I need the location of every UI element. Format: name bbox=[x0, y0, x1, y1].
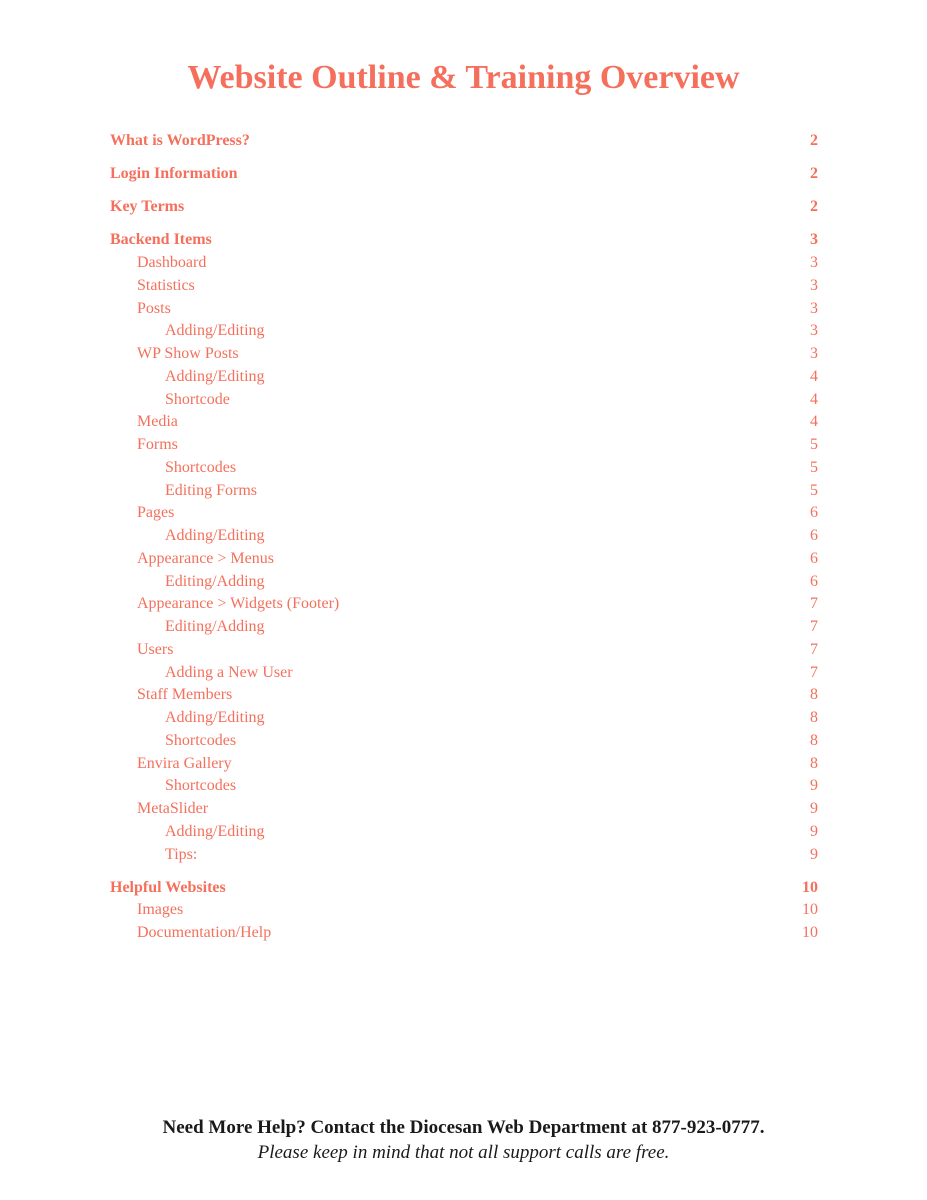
toc-entry-label: Adding/Editing bbox=[165, 322, 265, 340]
toc-entry bbox=[110, 844, 818, 867]
toc-entry-label: Forms bbox=[137, 436, 178, 453]
toc-entry-label: Appearance > Menus bbox=[137, 549, 274, 567]
toc-entry bbox=[110, 389, 818, 412]
toc-entry-label: Adding/Editing bbox=[165, 527, 265, 544]
toc-entry-label: Shortcodes bbox=[165, 777, 237, 795]
toc-entry-label: Login Information bbox=[110, 165, 238, 183]
toc-entry-page-number: 3 bbox=[810, 345, 818, 362]
toc-entry bbox=[110, 707, 818, 730]
toc-entry bbox=[110, 343, 818, 366]
toc-entry-page-number: 7 bbox=[810, 640, 818, 658]
toc-entry-page-number: 4 bbox=[810, 367, 818, 385]
toc-entry bbox=[110, 639, 818, 662]
toc-entry-label: Images bbox=[137, 901, 184, 919]
toc-entry bbox=[110, 457, 818, 480]
toc-entry bbox=[110, 753, 818, 776]
toc-entry-label: Users bbox=[137, 640, 174, 658]
toc-entry-label: Adding/Editing bbox=[165, 822, 265, 840]
toc-entry bbox=[110, 616, 818, 639]
toc-entry-page-number: 9 bbox=[810, 845, 818, 863]
toc-entry-label: Appearance > Widgets (Footer) bbox=[137, 595, 340, 613]
toc-entry-page-number: 4 bbox=[810, 413, 818, 431]
toc-entry bbox=[110, 821, 818, 844]
toc-entry-label: Editing/Adding bbox=[165, 572, 265, 590]
toc-entry-page-number: 8 bbox=[810, 754, 818, 772]
toc-entry-page-number: 5 bbox=[810, 436, 818, 453]
toc-entry bbox=[110, 366, 818, 389]
toc-entry-label: Dashboard bbox=[137, 254, 207, 271]
toc-entry-page-number: 2 bbox=[810, 165, 818, 183]
footer bbox=[0, 1116, 927, 1166]
toc-entry-label: Pages bbox=[137, 504, 175, 522]
toc-entry-page-number: 6 bbox=[810, 549, 818, 567]
toc-entry bbox=[110, 730, 818, 753]
toc-entry bbox=[110, 922, 818, 945]
toc-entry-label: Editing/Adding bbox=[165, 618, 265, 635]
toc-entry-label: Helpful Websites bbox=[110, 878, 226, 896]
toc-entry-label: MetaSlider bbox=[137, 800, 209, 817]
toc-entry-page-number: 7 bbox=[810, 618, 818, 635]
toc-entry bbox=[110, 684, 818, 707]
toc-entry-page-number: 8 bbox=[810, 709, 818, 726]
toc-entry-page-number: 2 bbox=[810, 132, 818, 150]
toc-entry bbox=[110, 130, 818, 153]
toc-entry bbox=[110, 196, 818, 219]
toc-entry-page-number: 4 bbox=[810, 390, 818, 408]
toc-entry bbox=[110, 434, 818, 457]
toc-entry-label: Statistics bbox=[137, 276, 195, 294]
table-of-contents bbox=[110, 120, 818, 945]
toc-entry-label: Adding/Editing bbox=[165, 367, 265, 385]
toc-entry-page-number: 3 bbox=[810, 322, 818, 340]
toc-entry-page-number: 8 bbox=[810, 686, 818, 704]
toc-entry-label: Envira Gallery bbox=[137, 754, 232, 772]
toc-entry-page-number: 10 bbox=[802, 924, 818, 941]
footer-help-line: Need More Help? Contact the Diocesan Web Department at 877-923-0777. bbox=[162, 1117, 765, 1138]
toc-entry-label: Shortcodes bbox=[165, 731, 237, 749]
toc-entry bbox=[110, 798, 818, 821]
toc-entry-page-number: 6 bbox=[810, 504, 818, 522]
toc-entry-label: Adding/Editing bbox=[165, 709, 265, 726]
toc-entry-page-number: 9 bbox=[810, 800, 818, 817]
toc-entry bbox=[110, 411, 818, 434]
toc-entry bbox=[110, 662, 818, 685]
toc-entry-label: Tips: bbox=[165, 845, 198, 863]
toc-entry-label: Adding a New User bbox=[165, 663, 293, 681]
toc-entry-page-number: 3 bbox=[810, 299, 818, 317]
toc-entry bbox=[110, 275, 818, 298]
toc-entry bbox=[110, 502, 818, 525]
toc-entry bbox=[110, 571, 818, 594]
toc-entry-label: Key Terms bbox=[110, 198, 185, 216]
toc-entry-label: WP Show Posts bbox=[137, 345, 239, 362]
toc-entry-page-number: 5 bbox=[810, 458, 818, 476]
toc-entry-page-number: 2 bbox=[810, 198, 818, 216]
toc-entry-label: Posts bbox=[137, 299, 171, 317]
toc-entry-page-number: 9 bbox=[810, 822, 818, 840]
toc-entry-page-number: 5 bbox=[810, 481, 818, 499]
toc-entry-label: What is WordPress? bbox=[110, 132, 250, 150]
page-title: Website Outline & Training Overview bbox=[187, 59, 740, 96]
toc-entry bbox=[110, 320, 818, 343]
toc-entry-page-number: 9 bbox=[810, 777, 818, 795]
toc-entry bbox=[110, 877, 818, 900]
toc-entry bbox=[110, 548, 818, 571]
toc-entry-page-number: 3 bbox=[810, 276, 818, 294]
toc-entry-page-number: 7 bbox=[810, 595, 818, 613]
toc-entry-label: Documentation/Help bbox=[137, 924, 272, 941]
footer-disclaimer-line: Please keep in mind that not all support calls are free. bbox=[257, 1142, 670, 1163]
toc-entry bbox=[110, 525, 818, 548]
toc-entry-page-number: 8 bbox=[810, 731, 818, 749]
toc-entry bbox=[110, 252, 818, 275]
toc-entry bbox=[110, 593, 818, 616]
toc-entry-label: Shortcodes bbox=[165, 458, 237, 476]
toc-entry bbox=[110, 229, 818, 252]
toc-entry-page-number: 6 bbox=[810, 527, 818, 544]
toc-entry-page-number: 3 bbox=[810, 231, 818, 249]
toc-entry-label: Backend Items bbox=[110, 231, 212, 249]
toc-entry-label: Shortcode bbox=[165, 390, 230, 408]
toc-entry bbox=[110, 163, 818, 186]
toc-entry bbox=[110, 480, 818, 503]
toc-entry-label: Editing Forms bbox=[165, 481, 258, 499]
toc-entry bbox=[110, 298, 818, 321]
toc-entry-page-number: 7 bbox=[810, 663, 818, 681]
toc-entry-page-number: 10 bbox=[802, 901, 818, 919]
toc-entry-page-number: 6 bbox=[810, 572, 818, 590]
toc-entry-label: Staff Members bbox=[137, 686, 233, 704]
toc-entry-page-number: 10 bbox=[802, 878, 818, 896]
toc-entry-page-number: 3 bbox=[810, 254, 818, 271]
toc-entry-label: Media bbox=[137, 413, 178, 431]
toc-entry bbox=[110, 775, 818, 798]
toc-entry bbox=[110, 899, 818, 922]
